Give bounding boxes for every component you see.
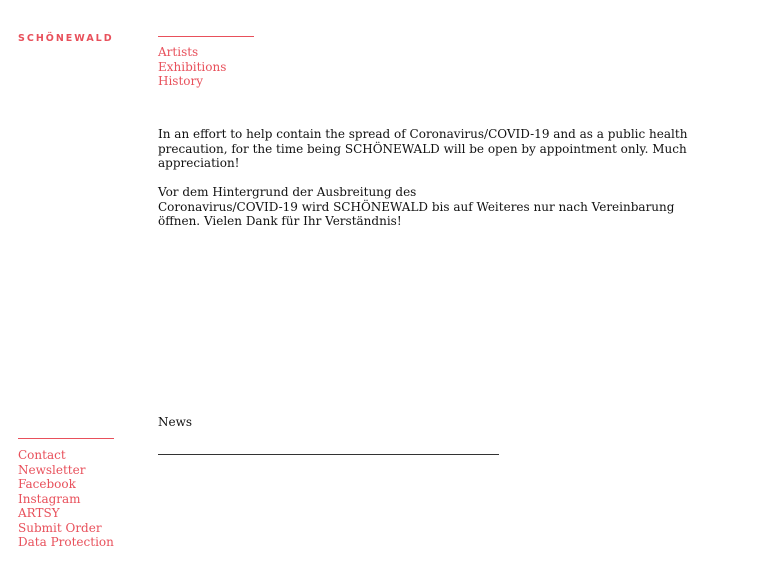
footer-link-contact[interactable]: Contact — [18, 448, 66, 462]
footer-link-artsy[interactable]: ARTSY — [18, 506, 60, 520]
footer-nav — [18, 448, 114, 550]
nav-divider — [158, 36, 254, 37]
footer-divider — [18, 438, 114, 439]
covid-notice — [158, 127, 718, 229]
site-logo[interactable]: SCHÖNEWALD — [18, 33, 114, 44]
footer-link-data-protection[interactable]: Data Protection — [18, 535, 114, 549]
footer-link-newsletter[interactable]: Newsletter — [18, 462, 86, 477]
notice-german — [158, 185, 718, 229]
main-nav — [158, 45, 226, 89]
nav-item-history[interactable]: History — [158, 74, 204, 88]
nav-item-exhibitions[interactable]: Exhibitions — [158, 59, 227, 74]
news-heading: News — [158, 415, 193, 429]
notice-english: In an effort to help contain the spread of Coronavirus/COVID-19 and as a public health precaution, for the time being SCHÖNEWALD will be open by appointment only. Much appreciation! — [158, 127, 688, 170]
footer-link-submit-order[interactable]: Submit Order — [18, 520, 102, 535]
nav-item-artists[interactable]: Artists — [158, 45, 199, 59]
footer-link-instagram[interactable]: Instagram — [18, 491, 81, 506]
notice-german-line1: Vor dem Hintergrund der Ausbreitung des — [158, 185, 417, 199]
footer-link-facebook[interactable]: Facebook — [18, 477, 76, 491]
notice-german-line2: Coronavirus/COVID-19 wird SCHÖNEWALD bis auf Weiteres nur nach Vereinbarung öffnen. Vielen Dank für Ihr Verständnis! — [158, 199, 675, 228]
news-divider — [158, 454, 499, 455]
